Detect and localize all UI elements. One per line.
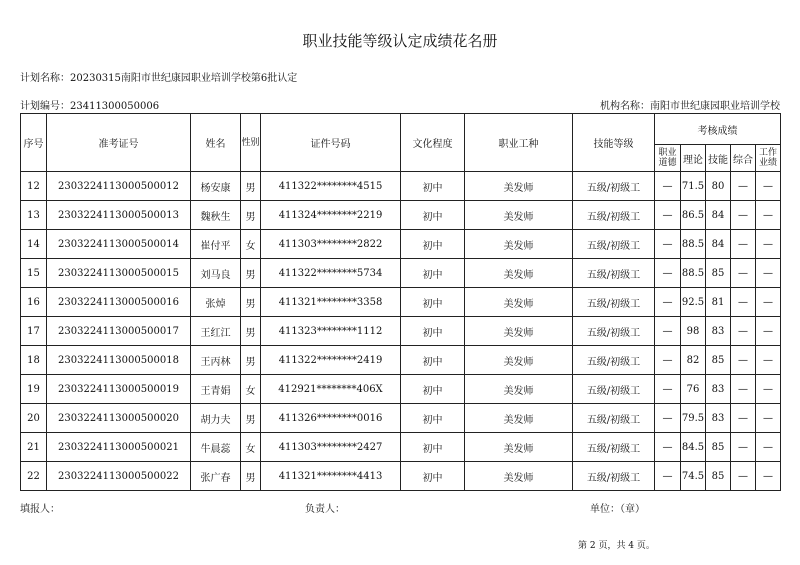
cell-theory: 86.5	[681, 201, 706, 230]
cell-level: 五级/初级工	[573, 172, 655, 201]
header-overall: 综合	[731, 145, 756, 172]
cell-work: —	[756, 317, 781, 346]
cell-theory: 92.5	[681, 288, 706, 317]
cell-ethics: —	[655, 346, 681, 375]
table-header-row	[21, 114, 781, 145]
cell-id-no: 411324********2219	[261, 201, 401, 230]
cell-education: 初中	[401, 346, 465, 375]
cell-gender: 男	[241, 259, 261, 288]
cell-gender: 女	[241, 375, 261, 404]
cell-theory: 84.5	[681, 433, 706, 462]
cell-seq: 22	[21, 462, 47, 491]
cell-level: 五级/初级工	[573, 259, 655, 288]
cell-level: 五级/初级工	[573, 230, 655, 259]
cell-education: 初中	[401, 172, 465, 201]
cell-gender: 男	[241, 201, 261, 230]
cell-id-no: 411321********4413	[261, 462, 401, 491]
cell-job: 美发师	[465, 346, 573, 375]
cell-job: 美发师	[465, 375, 573, 404]
table-row	[21, 172, 781, 201]
cell-seq: 21	[21, 433, 47, 462]
header-gender: 性别	[241, 114, 261, 172]
cell-ethics: —	[655, 288, 681, 317]
cell-work: —	[756, 346, 781, 375]
cell-level: 五级/初级工	[573, 433, 655, 462]
unit-seal-label: 单位：（章）	[590, 504, 645, 515]
header-job: 职业工种	[465, 114, 573, 172]
cell-exam-no: 2303224113000500020	[47, 404, 191, 433]
cell-theory: 98	[681, 317, 706, 346]
cell-overall: —	[731, 404, 756, 433]
cell-ethics: —	[655, 375, 681, 404]
cell-job: 美发师	[465, 433, 573, 462]
cell-theory: 71.5	[681, 172, 706, 201]
cell-theory: 88.5	[681, 230, 706, 259]
table-row	[21, 259, 781, 288]
cell-education: 初中	[401, 230, 465, 259]
cell-level: 五级/初级工	[573, 288, 655, 317]
header-education: 文化程度	[401, 114, 465, 172]
cell-id-no: 411323********1112	[261, 317, 401, 346]
cell-overall: —	[731, 462, 756, 491]
cell-level: 五级/初级工	[573, 317, 655, 346]
table-row	[21, 462, 781, 491]
cell-education: 初中	[401, 201, 465, 230]
cell-overall: —	[731, 433, 756, 462]
cell-seq: 13	[21, 201, 47, 230]
cell-skill: 85	[706, 346, 731, 375]
cell-work: —	[756, 433, 781, 462]
table-row	[21, 201, 781, 230]
cell-skill: 84	[706, 201, 731, 230]
cell-ethics: —	[655, 433, 681, 462]
cell-overall: —	[731, 259, 756, 288]
header-level: 技能等级	[573, 114, 655, 172]
cell-exam-no: 2303224113000500019	[47, 375, 191, 404]
cell-gender: 女	[241, 230, 261, 259]
table-row	[21, 288, 781, 317]
cell-overall: —	[731, 375, 756, 404]
cell-exam-no: 2303224113000500012	[47, 172, 191, 201]
cell-gender: 男	[241, 404, 261, 433]
table-row	[21, 317, 781, 346]
cell-exam-no: 2303224113000500013	[47, 201, 191, 230]
cell-level: 五级/初级工	[573, 201, 655, 230]
cell-name: 张焯	[191, 288, 241, 317]
cell-work: —	[756, 259, 781, 288]
cell-job: 美发师	[465, 462, 573, 491]
table-row	[21, 346, 781, 375]
cell-work: —	[756, 375, 781, 404]
cell-skill: 80	[706, 172, 731, 201]
cell-skill: 84	[706, 230, 731, 259]
cell-ethics: —	[655, 317, 681, 346]
organization-name: 机构名称：南阳市世纪康园职业培训学校	[600, 101, 780, 112]
cell-gender: 男	[241, 288, 261, 317]
cell-name: 牛晨蕊	[191, 433, 241, 462]
table-row	[21, 375, 781, 404]
cell-gender: 男	[241, 172, 261, 201]
cell-ethics: —	[655, 404, 681, 433]
cell-id-no: 411303********2822	[261, 230, 401, 259]
cell-exam-no: 2303224113000500022	[47, 462, 191, 491]
cell-level: 五级/初级工	[573, 404, 655, 433]
cell-seq: 12	[21, 172, 47, 201]
cell-work: —	[756, 288, 781, 317]
cell-level: 五级/初级工	[573, 462, 655, 491]
cell-id-no: 411322********4515	[261, 172, 401, 201]
cell-gender: 男	[241, 462, 261, 491]
cell-theory: 82	[681, 346, 706, 375]
cell-id-no: 411326********0016	[261, 404, 401, 433]
cell-skill: 83	[706, 317, 731, 346]
cell-seq: 15	[21, 259, 47, 288]
cell-education: 初中	[401, 375, 465, 404]
cell-id-no: 411303********2427	[261, 433, 401, 462]
cell-overall: —	[731, 288, 756, 317]
cell-job: 美发师	[465, 230, 573, 259]
cell-overall: —	[731, 230, 756, 259]
cell-theory: 74.5	[681, 462, 706, 491]
cell-overall: —	[731, 346, 756, 375]
cell-gender: 男	[241, 346, 261, 375]
cell-seq: 18	[21, 346, 47, 375]
cell-name: 张广春	[191, 462, 241, 491]
cell-theory: 79.5	[681, 404, 706, 433]
table-row	[21, 404, 781, 433]
cell-id-no: 412921********406X	[261, 375, 401, 404]
cell-seq: 17	[21, 317, 47, 346]
header-id-no: 证件号码	[261, 114, 401, 172]
filler-label: 填报人：	[20, 504, 60, 515]
cell-name: 王丙林	[191, 346, 241, 375]
cell-exam-no: 2303224113000500016	[47, 288, 191, 317]
cell-education: 初中	[401, 317, 465, 346]
cell-skill: 81	[706, 288, 731, 317]
cell-job: 美发师	[465, 288, 573, 317]
cell-exam-no: 2303224113000500015	[47, 259, 191, 288]
header-skill: 技能	[706, 145, 731, 172]
cell-skill: 85	[706, 433, 731, 462]
cell-theory: 76	[681, 375, 706, 404]
cell-education: 初中	[401, 462, 465, 491]
cell-name: 胡力夫	[191, 404, 241, 433]
cell-job: 美发师	[465, 172, 573, 201]
cell-exam-no: 2303224113000500014	[47, 230, 191, 259]
plan-number: 计划编号：23411300050006	[20, 101, 160, 112]
cell-education: 初中	[401, 404, 465, 433]
cell-skill: 85	[706, 462, 731, 491]
cell-job: 美发师	[465, 317, 573, 346]
cell-level: 五级/初级工	[573, 346, 655, 375]
cell-name: 刘马良	[191, 259, 241, 288]
cell-gender: 女	[241, 433, 261, 462]
page-title: 职业技能等级认定成绩花名册	[302, 32, 498, 50]
cell-overall: —	[731, 201, 756, 230]
cell-theory: 88.5	[681, 259, 706, 288]
cell-exam-no: 2303224113000500017	[47, 317, 191, 346]
cell-exam-no: 2303224113000500021	[47, 433, 191, 462]
header-theory: 理论	[681, 145, 706, 172]
cell-seq: 20	[21, 404, 47, 433]
responsible-label: 负责人：	[305, 504, 345, 515]
cell-id-no: 411322********5734	[261, 259, 401, 288]
cell-exam-no: 2303224113000500018	[47, 346, 191, 375]
score-roster-table	[20, 113, 781, 491]
cell-ethics: —	[655, 201, 681, 230]
cell-name: 王红江	[191, 317, 241, 346]
header-seq: 序号	[21, 114, 47, 172]
cell-ethics: —	[655, 259, 681, 288]
cell-education: 初中	[401, 433, 465, 462]
header-work: 工作业绩	[756, 145, 781, 172]
page-number: 第 2 页，共 4 页。	[578, 541, 655, 551]
cell-seq: 14	[21, 230, 47, 259]
table-row	[21, 230, 781, 259]
cell-ethics: —	[655, 230, 681, 259]
cell-name: 魏秋生	[191, 201, 241, 230]
cell-job: 美发师	[465, 404, 573, 433]
cell-overall: —	[731, 172, 756, 201]
plan-name: 计划名称：20230315南阳市世纪康园职业培训学校第6批认定	[20, 73, 298, 84]
header-exam-no: 准考证号	[47, 114, 191, 172]
cell-gender: 男	[241, 317, 261, 346]
cell-name: 王青娟	[191, 375, 241, 404]
cell-education: 初中	[401, 259, 465, 288]
cell-ethics: —	[655, 172, 681, 201]
cell-job: 美发师	[465, 259, 573, 288]
cell-level: 五级/初级工	[573, 375, 655, 404]
header-ethics: 职业道德	[655, 145, 681, 172]
header-assessment: 考核成绩	[655, 114, 781, 145]
cell-work: —	[756, 172, 781, 201]
cell-seq: 16	[21, 288, 47, 317]
cell-work: —	[756, 462, 781, 491]
cell-ethics: —	[655, 462, 681, 491]
cell-skill: 85	[706, 259, 731, 288]
cell-job: 美发师	[465, 201, 573, 230]
cell-work: —	[756, 404, 781, 433]
cell-overall: —	[731, 317, 756, 346]
cell-name: 杨安康	[191, 172, 241, 201]
cell-id-no: 411321********3358	[261, 288, 401, 317]
header-name: 姓名	[191, 114, 241, 172]
cell-work: —	[756, 201, 781, 230]
cell-skill: 83	[706, 375, 731, 404]
cell-seq: 19	[21, 375, 47, 404]
table-row	[21, 433, 781, 462]
cell-work: —	[756, 230, 781, 259]
cell-name: 崔付平	[191, 230, 241, 259]
cell-id-no: 411322********2419	[261, 346, 401, 375]
cell-skill: 83	[706, 404, 731, 433]
cell-education: 初中	[401, 288, 465, 317]
